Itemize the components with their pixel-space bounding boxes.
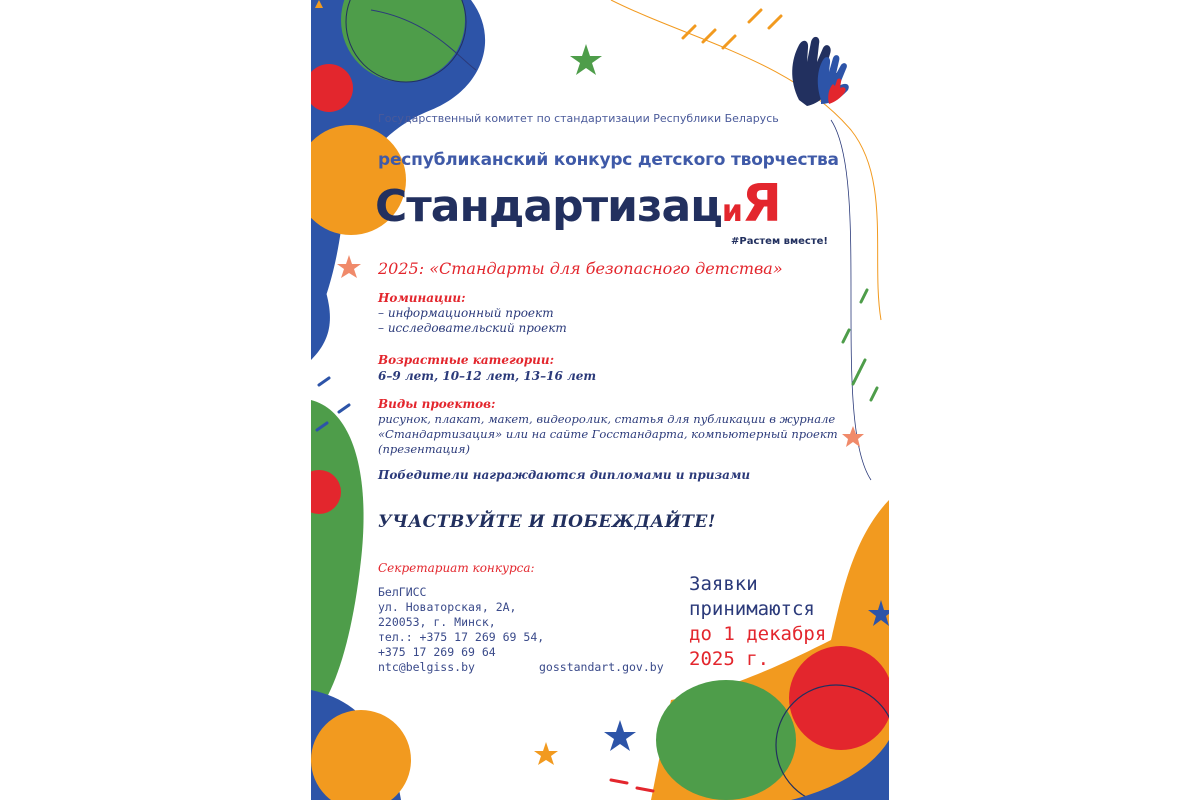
deadline-line: принимаются — [689, 598, 815, 620]
star-icon — [534, 742, 558, 765]
hands-logo-icon — [792, 37, 849, 106]
secretariat-line: ул. Новаторская, 2А, — [378, 600, 517, 614]
nomination-item: – информационный проект — [378, 306, 554, 320]
hashtag: #Растем вместе! — [731, 236, 828, 247]
types-line: (презентация) — [378, 442, 471, 456]
website-link[interactable]: gosstandart.gov.by — [539, 660, 664, 674]
secretariat-line: 220053, г. Минск, — [378, 615, 496, 629]
call-to-action: УЧАСТВУЙТЕ И ПОБЕЖДАЙТЕ! — [378, 512, 716, 532]
deadline-line: 2025 г. — [689, 648, 770, 670]
nomination-item: – исследовательский проект — [378, 321, 567, 335]
title-main: Стандартизац — [375, 181, 722, 232]
contest-subtitle: республиканский конкурс детского творчества — [378, 150, 839, 170]
star-icon — [570, 44, 602, 75]
age-label: Возрастные категории: — [378, 353, 554, 367]
types-line: рисунок, плакат, макет, видеоролик, статья для публикации в журнале — [378, 412, 836, 426]
age-value: 6–9 лет, 10–12 лет, 13–16 лет — [378, 369, 597, 383]
star-icon — [337, 255, 361, 278]
contest-title — [375, 176, 781, 240]
secretariat-line: тел.: +375 17 269 69 54, — [378, 630, 545, 644]
nominations-label: Номинации: — [378, 291, 466, 305]
secretariat-line: +375 17 269 69 64 — [378, 645, 496, 659]
deadline-line: Заявки — [689, 573, 758, 595]
title-i: и — [721, 194, 742, 229]
email-link[interactable]: ntc@belgiss.by — [378, 660, 475, 674]
winners-text: Победители награждаются дипломами и призами — [378, 468, 751, 482]
committee-name: Государственный комитет по стандартизации Республики Беларусь — [378, 112, 779, 125]
types-label: Виды проектов: — [378, 397, 496, 411]
year-theme: 2025: «Стандарты для безопасного детства» — [378, 259, 783, 278]
types-line: «Стандартизация» или на сайте Госстандарта, компьютерный проект — [378, 427, 838, 441]
title-ya: Я — [741, 174, 781, 234]
secretariat-label: Секретариат конкурса: — [378, 561, 535, 575]
poster — [311, 0, 889, 800]
star-icon — [604, 720, 636, 751]
secretariat-line: БелГИСС — [378, 585, 427, 599]
star-icon — [842, 426, 864, 447]
deadline-line: до 1 декабря — [689, 623, 827, 645]
